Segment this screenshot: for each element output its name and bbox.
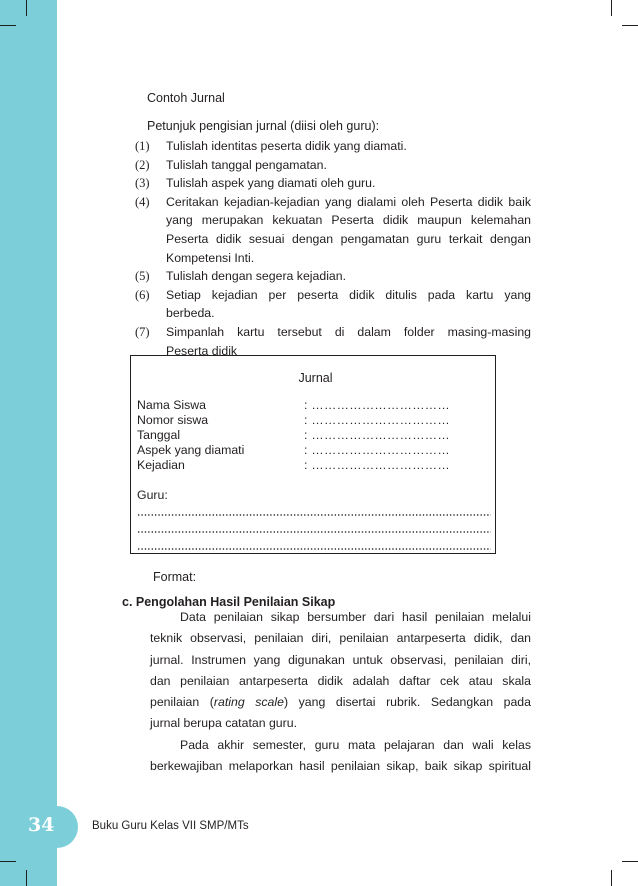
list-item bbox=[135, 174, 531, 193]
line-text: Data penilaian sikap bersumber dari hasil penilaian melalui bbox=[180, 610, 531, 624]
paragraph-1 bbox=[150, 607, 531, 777]
item-number: (2) bbox=[135, 157, 150, 172]
dotted-line bbox=[137, 531, 491, 533]
item-number: (5) bbox=[135, 269, 150, 284]
crop-mark bbox=[26, 0, 27, 16]
instructions-list bbox=[135, 137, 531, 360]
item-text: Tulislah tanggal pengamatan. bbox=[166, 157, 327, 172]
field-value: : …………………………… bbox=[304, 398, 450, 412]
item-number: (4) bbox=[135, 194, 150, 209]
item-number: (3) bbox=[135, 176, 150, 191]
field-nomor-siswa bbox=[137, 413, 487, 428]
item-number: (1) bbox=[135, 139, 150, 153]
item-number: (7) bbox=[135, 324, 150, 339]
field-aspek bbox=[137, 443, 487, 458]
field-kejadian bbox=[137, 458, 487, 473]
paragraph-line: teknik observasi, penilaian diri, penilaian antarpeserta didik, dan bbox=[150, 631, 531, 646]
field-label: Nomor siswa bbox=[137, 413, 209, 427]
field-value: : …………………………… bbox=[304, 458, 450, 472]
item-line: Peserta didik sesuai dengan pengamatan guru terkait dengan bbox=[166, 231, 531, 246]
section-title: c. Pengolahan Hasil Penilaian Sikap bbox=[122, 595, 336, 609]
list-item bbox=[135, 193, 531, 267]
sidebar-band bbox=[0, 0, 57, 886]
book-title: Buku Guru Kelas VII SMP/MTs bbox=[92, 820, 249, 832]
field-label: Aspek yang diamati bbox=[137, 443, 245, 457]
guru-label: Guru: bbox=[137, 488, 168, 502]
page-number: 34 bbox=[28, 814, 55, 836]
paragraph-line: dan penilaian antarpeserta didik adalah daftar cek atau skala bbox=[150, 673, 531, 688]
item-line: yang merupakan kekuatan Peserta didik maupun kelemahan bbox=[166, 213, 531, 228]
item-text: Tulislah identitas peserta didik yang diamati. bbox=[166, 139, 407, 153]
dotted-line bbox=[137, 514, 491, 516]
list-item bbox=[135, 286, 531, 323]
item-line: Simpanlah kartu tersebut di dalam folder masing-masing bbox=[166, 324, 531, 339]
line-text: Pada akhir semester, guru mata pelajaran dan wali kelas bbox=[180, 737, 531, 752]
journal-form bbox=[130, 355, 496, 554]
crop-mark bbox=[0, 861, 16, 862]
item-text: Tulislah dengan segera kejadian. bbox=[166, 269, 347, 284]
field-tanggal bbox=[137, 428, 487, 443]
paragraph-line: jurnal berupa catatan guru. bbox=[150, 716, 297, 731]
field-value: : …………………………… bbox=[304, 413, 450, 427]
paragraph-line bbox=[150, 735, 531, 756]
format-label: Format: bbox=[153, 570, 197, 584]
field-value: : …………………………… bbox=[304, 443, 450, 457]
line-text: penilaian ( bbox=[150, 695, 214, 710]
item-line: Setiap kejadian per peserta didik ditulis pada kartu yang bbox=[166, 287, 531, 302]
crop-mark bbox=[622, 861, 638, 862]
field-label: Kejadian bbox=[137, 458, 185, 472]
dotted-line bbox=[137, 548, 491, 550]
page-heading: Contoh Jurnal bbox=[147, 91, 225, 105]
paragraph-line: jurnal. Instrumen yang digunakan untuk observasi, penilaian diri, bbox=[150, 652, 531, 667]
field-label: Nama Siswa bbox=[137, 398, 207, 412]
field-value: : …………………………… bbox=[304, 428, 450, 442]
item-text bbox=[166, 193, 531, 267]
crop-mark bbox=[611, 0, 612, 16]
paragraph-line bbox=[150, 692, 531, 713]
instructions-title: Petunjuk pengisian jurnal (diisi oleh guru): bbox=[147, 119, 380, 133]
item-number: (6) bbox=[135, 287, 150, 302]
item-text bbox=[166, 286, 531, 323]
item-line: Peserta didik bbox=[166, 343, 238, 358]
list-item bbox=[135, 267, 531, 286]
journal-title: Jurnal bbox=[298, 371, 333, 385]
item-line: berbeda. bbox=[166, 306, 215, 321]
paragraph-line: berkewajiban melaporkan hasil penilaian sikap, baik sikap spiritual bbox=[150, 759, 531, 774]
crop-mark bbox=[26, 870, 27, 886]
list-item bbox=[135, 156, 531, 175]
item-line: Kompetensi Inti. bbox=[166, 250, 255, 265]
list-item bbox=[135, 137, 531, 156]
rating-scale-term: rating scale bbox=[213, 695, 284, 710]
item-line: Ceritakan kejadian-kejadian yang dialami oleh Peserta didik baik bbox=[166, 194, 531, 209]
line-text: ) yang disertai rubrik. Sedangkan pada bbox=[283, 695, 531, 710]
field-nama-siswa bbox=[137, 398, 487, 413]
field-label: Tanggal bbox=[137, 428, 181, 442]
crop-mark bbox=[0, 25, 16, 26]
item-text: Tulislah aspek yang diamati oleh guru. bbox=[166, 176, 376, 191]
crop-mark bbox=[622, 25, 638, 26]
paragraph-line bbox=[150, 607, 531, 628]
crop-mark bbox=[611, 870, 612, 886]
